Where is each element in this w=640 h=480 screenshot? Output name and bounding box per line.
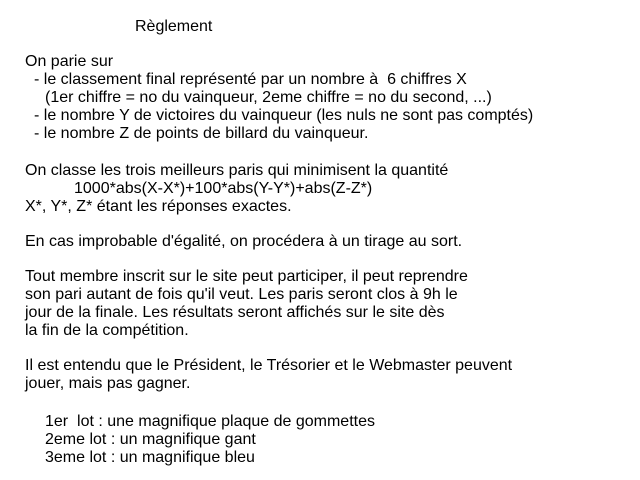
- rules-intro: On parie sur: [25, 53, 114, 70]
- rule-item-points: - le nombre Z de points de billard du vainqueur.: [34, 125, 369, 142]
- participation-line-3: jour de la finale. Les résultats seront affichés sur le site dès: [25, 304, 445, 321]
- exact-answers-note: X*, Y*, Z* étant les réponses exactes.: [25, 198, 292, 215]
- rule-item-ranking: - le classement final représenté par un nombre à 6 chiffres X: [34, 71, 467, 88]
- officials-line-1: Il est entendu que le Président, le Trésorier et le Webmaster peuvent: [25, 357, 513, 374]
- participation-line-1: Tout membre inscrit sur le site peut participer, il peut reprendre: [25, 268, 468, 285]
- participation-line-2: son pari autant de fois qu'il veut. Les paris seront clos à 9h le: [25, 286, 458, 303]
- rule-item-ranking-note: (1er chiffre = no du vainqueur, 2eme chiffre = no du second, ...): [45, 89, 492, 106]
- page-title: Règlement: [135, 18, 213, 35]
- prize-item-first: 1er lot : une magnifique plaque de gommettes: [45, 413, 375, 430]
- prize-item-third: 3eme lot : un magnifique bleu: [45, 449, 255, 466]
- participation-line-4: la fin de la compétition.: [25, 322, 189, 339]
- rule-item-victories: - le nombre Y de victoires du vainqueur (les nuls ne sont pas comptés): [34, 107, 534, 124]
- prize-item-second: 2eme lot : un magnifique gant: [45, 431, 256, 448]
- ranking-formula: 1000*abs(X-X*)+100*abs(Y-Y*)+abs(Z-Z*): [74, 180, 373, 197]
- officials-line-2: jouer, mais pas gagner.: [25, 375, 191, 392]
- tie-break-text: En cas improbable d'égalité, on procédera à un tirage au sort.: [25, 233, 463, 250]
- ranking-method-text: On classe les trois meilleurs paris qui minimisent la quantité: [25, 162, 449, 179]
